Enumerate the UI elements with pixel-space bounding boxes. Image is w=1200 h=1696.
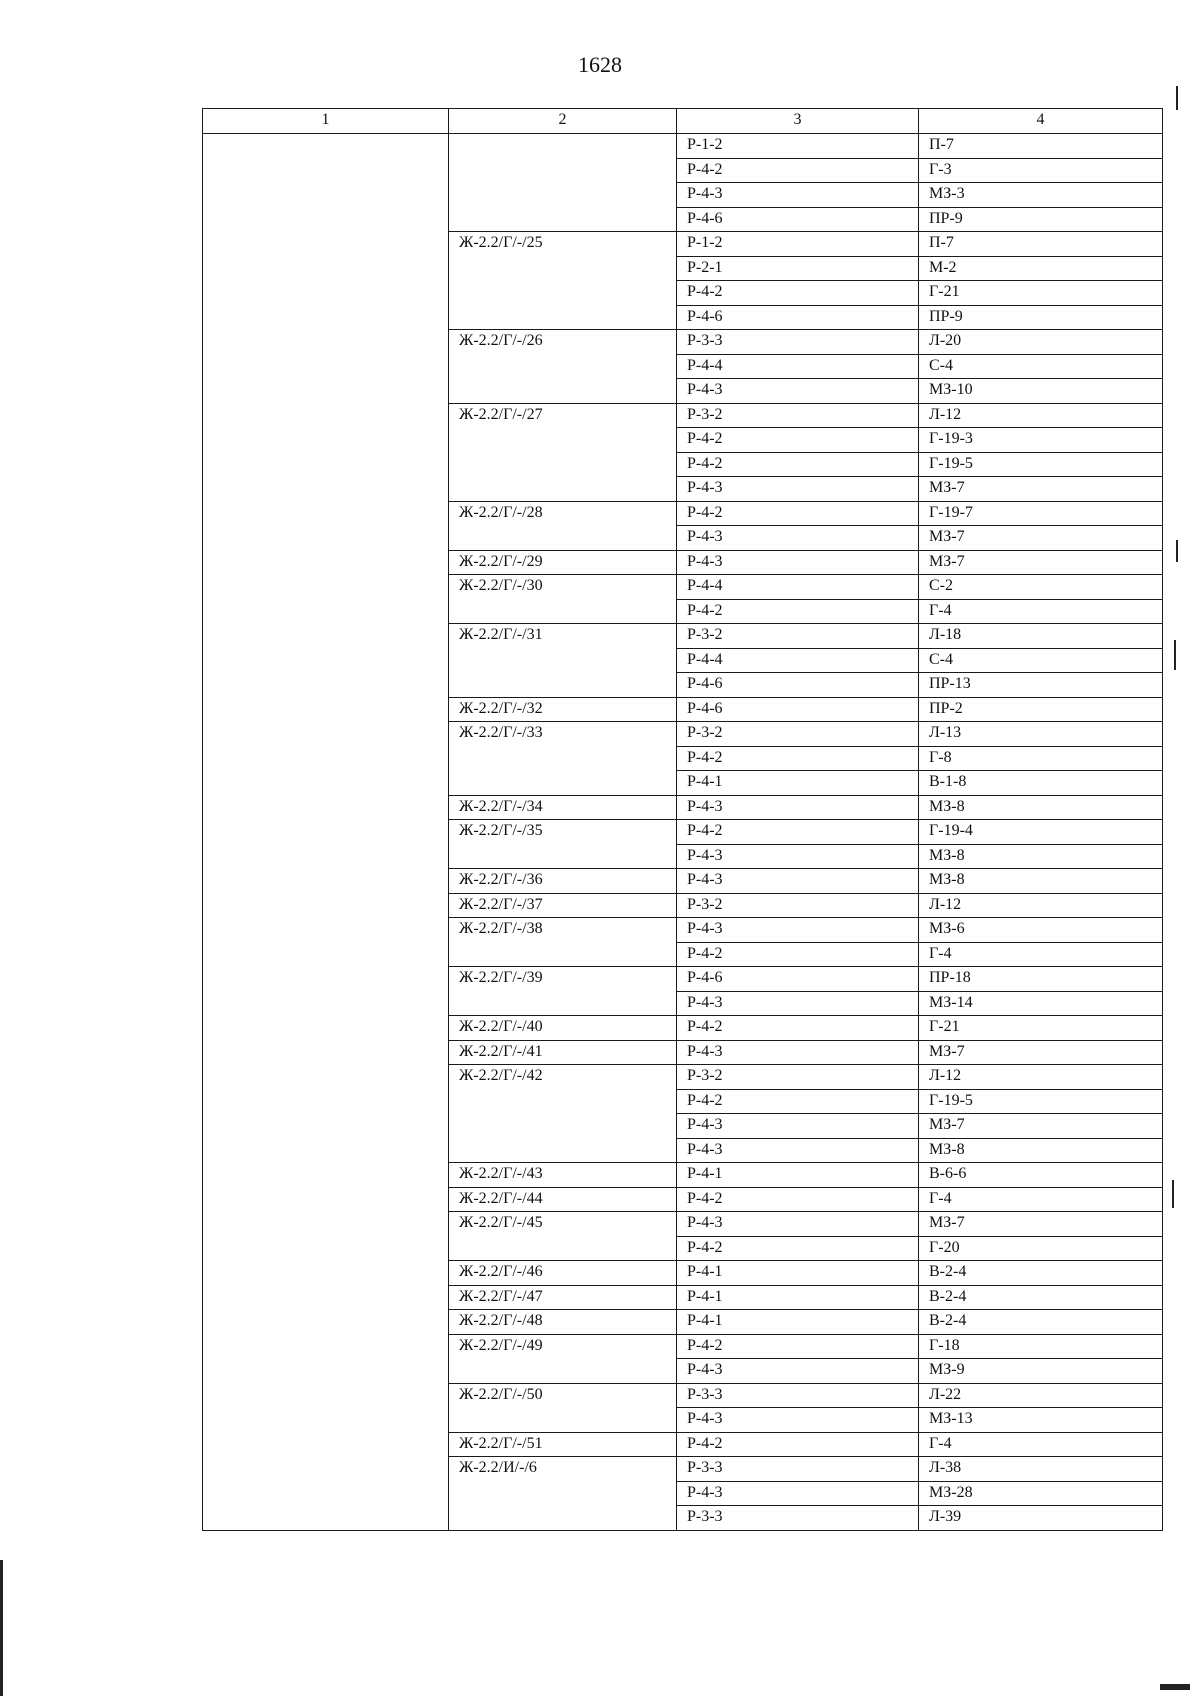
column-header-4: 4 [919,109,1163,134]
code-cell: Ж-2.2/Г/-/30 [449,575,677,624]
column-4-cell: П-7 [919,134,1163,159]
column-3-cell: Р-3-3 [677,1457,919,1482]
column-3-cell: Р-4-3 [677,1212,919,1237]
column-3-cell: Р-4-2 [677,1236,919,1261]
column-3-cell: Р-1-2 [677,232,919,257]
column-4-cell: В-6-6 [919,1163,1163,1188]
code-cell [449,134,677,232]
column-3-cell: Р-4-2 [677,1089,919,1114]
column-4-cell: Г-19-5 [919,452,1163,477]
column-3-cell: Р-4-2 [677,501,919,526]
code-cell: Ж-2.2/Г/-/42 [449,1065,677,1163]
code-cell: Ж-2.2/Г/-/43 [449,1163,677,1188]
column-3-cell: Р-4-6 [677,673,919,698]
code-cell: Ж-2.2/Г/-/49 [449,1334,677,1383]
column-3-cell: Р-4-6 [677,697,919,722]
column-4-cell: С-4 [919,648,1163,673]
code-cell: Ж-2.2/Г/-/41 [449,1040,677,1065]
column-header-2: 2 [449,109,677,134]
code-cell: Ж-2.2/Г/-/45 [449,1212,677,1261]
column-4-cell: Л-13 [919,722,1163,747]
column-4-cell: Г-8 [919,746,1163,771]
column-3-cell: Р-4-3 [677,1040,919,1065]
column-3-cell: Р-4-2 [677,158,919,183]
column-4-cell: МЗ-28 [919,1481,1163,1506]
column-4-cell: МЗ-6 [919,918,1163,943]
scan-mark [1172,1180,1174,1208]
column-4-cell: МЗ-14 [919,991,1163,1016]
column-4-cell: ПР-18 [919,967,1163,992]
column-4-cell: МЗ-8 [919,1138,1163,1163]
column-3-cell: Р-2-1 [677,256,919,281]
scan-mark [0,1560,3,1696]
column-4-cell: Г-20 [919,1236,1163,1261]
column-4-cell: Л-39 [919,1506,1163,1531]
column-3-cell: Р-4-6 [677,207,919,232]
column-3-cell: Р-4-2 [677,428,919,453]
column-4-cell: МЗ-7 [919,477,1163,502]
column-4-cell: МЗ-7 [919,1212,1163,1237]
column-3-cell: Р-3-2 [677,893,919,918]
column-4-cell: С-4 [919,354,1163,379]
column-3-cell: Р-3-3 [677,330,919,355]
code-cell: Ж-2.2/Г/-/28 [449,501,677,550]
scan-mark [1160,1684,1190,1690]
column-4-cell: МЗ-9 [919,1359,1163,1384]
column-3-cell: Р-4-3 [677,1114,919,1139]
column-3-cell: Р-4-3 [677,477,919,502]
column-4-cell: Л-12 [919,893,1163,918]
code-cell: Ж-2.2/Г/-/32 [449,697,677,722]
code-cell: Ж-2.2/Г/-/29 [449,550,677,575]
column-4-cell: МЗ-7 [919,526,1163,551]
scan-mark [1176,86,1178,110]
column-4-cell: ПР-9 [919,207,1163,232]
page-number: 1628 [578,52,622,77]
column-3-cell: Р-4-2 [677,1432,919,1457]
code-cell: Ж-2.2/Г/-/50 [449,1383,677,1432]
code-cell: Ж-2.2/Г/-/47 [449,1285,677,1310]
column-4-cell: В-2-4 [919,1310,1163,1335]
column-4-cell: Г-21 [919,1016,1163,1041]
column-4-cell: ПР-9 [919,305,1163,330]
column-3-cell: Р-3-2 [677,1065,919,1090]
column-4-cell: Л-12 [919,1065,1163,1090]
column-3-cell: Р-4-4 [677,648,919,673]
column-4-cell: ПР-13 [919,673,1163,698]
column-4-cell: Г-4 [919,1432,1163,1457]
column-4-cell: МЗ-8 [919,844,1163,869]
column-3-cell: Р-4-3 [677,1408,919,1433]
column-3-cell: Р-4-3 [677,918,919,943]
column-4-cell: Г-4 [919,942,1163,967]
column-4-cell: В-2-4 [919,1261,1163,1286]
column-4-cell: Г-19-3 [919,428,1163,453]
column-4-cell: П-7 [919,232,1163,257]
header-row [203,109,1163,134]
column-3-cell: Р-4-2 [677,746,919,771]
column-3-cell: Р-4-3 [677,844,919,869]
column-3-cell: Р-4-2 [677,599,919,624]
column-3-cell: Р-4-1 [677,771,919,796]
column-4-cell: ПР-2 [919,697,1163,722]
column-4-cell: М-2 [919,256,1163,281]
column-4-cell: Г-4 [919,1187,1163,1212]
column-4-cell: Г-3 [919,158,1163,183]
column-4-cell: Г-4 [919,599,1163,624]
code-cell: Ж-2.2/Г/-/34 [449,795,677,820]
column-header-3: 3 [677,109,919,134]
code-cell: Ж-2.2/Г/-/39 [449,967,677,1016]
column-header-1: 1 [203,109,449,134]
column-4-cell: МЗ-8 [919,869,1163,894]
column-4-cell: МЗ-7 [919,1040,1163,1065]
column-3-cell: Р-3-3 [677,1506,919,1531]
code-cell: Ж-2.2/Г/-/38 [449,918,677,967]
column-4-cell: МЗ-7 [919,550,1163,575]
code-cell: Ж-2.2/Г/-/26 [449,330,677,404]
column-3-cell: Р-4-4 [677,354,919,379]
column-4-cell: МЗ-8 [919,795,1163,820]
column-4-cell: МЗ-10 [919,379,1163,404]
column-3-cell: Р-4-2 [677,281,919,306]
column-3-cell: Р-4-2 [677,1187,919,1212]
scan-mark [1176,540,1178,562]
column-4-cell: Л-22 [919,1383,1163,1408]
column-3-cell: Р-4-3 [677,550,919,575]
column-3-cell: Р-4-3 [677,183,919,208]
column-3-cell: Р-4-2 [677,1334,919,1359]
column-3-cell: Р-4-3 [677,1481,919,1506]
column-4-cell: С-2 [919,575,1163,600]
table-row [203,134,1163,159]
column-3-cell: Р-4-4 [677,575,919,600]
column-4-cell: Л-12 [919,403,1163,428]
column-3-cell: Р-4-2 [677,1016,919,1041]
column-3-cell: Р-4-3 [677,1138,919,1163]
column-4-cell: Г-18 [919,1334,1163,1359]
column-3-cell: Р-4-3 [677,869,919,894]
column-4-cell: В-1-8 [919,771,1163,796]
code-cell: Ж-2.2/Г/-/35 [449,820,677,869]
column-4-cell: МЗ-7 [919,1114,1163,1139]
column-3-cell: Р-4-3 [677,795,919,820]
code-cell: Ж-2.2/Г/-/37 [449,893,677,918]
code-cell: Ж-2.2/Г/-/46 [449,1261,677,1286]
column-4-cell: Г-19-5 [919,1089,1163,1114]
column-1-cell [203,134,449,1531]
column-3-cell: Р-3-3 [677,1383,919,1408]
column-3-cell: Р-4-1 [677,1261,919,1286]
column-3-cell: Р-4-1 [677,1285,919,1310]
column-3-cell: Р-4-6 [677,967,919,992]
code-cell: Ж-2.2/И/-/6 [449,1457,677,1531]
scan-mark [1174,640,1176,670]
column-4-cell: Г-19-7 [919,501,1163,526]
column-3-cell: Р-4-2 [677,452,919,477]
column-4-cell: МЗ-3 [919,183,1163,208]
code-cell: Ж-2.2/Г/-/36 [449,869,677,894]
data-table [202,108,1163,1531]
column-4-cell: Л-18 [919,624,1163,649]
column-3-cell: Р-3-2 [677,624,919,649]
column-4-cell: В-2-4 [919,1285,1163,1310]
code-cell: Ж-2.2/Г/-/48 [449,1310,677,1335]
column-3-cell: Р-4-2 [677,820,919,845]
column-3-cell: Р-4-1 [677,1310,919,1335]
code-cell: Ж-2.2/Г/-/25 [449,232,677,330]
column-3-cell: Р-4-3 [677,1359,919,1384]
column-3-cell: Р-4-3 [677,526,919,551]
column-3-cell: Р-4-3 [677,991,919,1016]
code-cell: Ж-2.2/Г/-/44 [449,1187,677,1212]
column-4-cell: Л-38 [919,1457,1163,1482]
column-3-cell: Р-3-2 [677,403,919,428]
column-3-cell: Р-3-2 [677,722,919,747]
code-cell: Ж-2.2/Г/-/33 [449,722,677,796]
column-3-cell: Р-4-6 [677,305,919,330]
code-cell: Ж-2.2/Г/-/40 [449,1016,677,1041]
code-cell: Ж-2.2/Г/-/51 [449,1432,677,1457]
column-4-cell: Л-20 [919,330,1163,355]
column-3-cell: Р-4-1 [677,1163,919,1188]
column-3-cell: Р-1-2 [677,134,919,159]
column-3-cell: Р-4-3 [677,379,919,404]
code-cell: Ж-2.2/Г/-/27 [449,403,677,501]
column-3-cell: Р-4-2 [677,942,919,967]
column-4-cell: МЗ-13 [919,1408,1163,1433]
column-4-cell: Г-21 [919,281,1163,306]
table-body [203,134,1163,1531]
column-4-cell: Г-19-4 [919,820,1163,845]
code-cell: Ж-2.2/Г/-/31 [449,624,677,698]
